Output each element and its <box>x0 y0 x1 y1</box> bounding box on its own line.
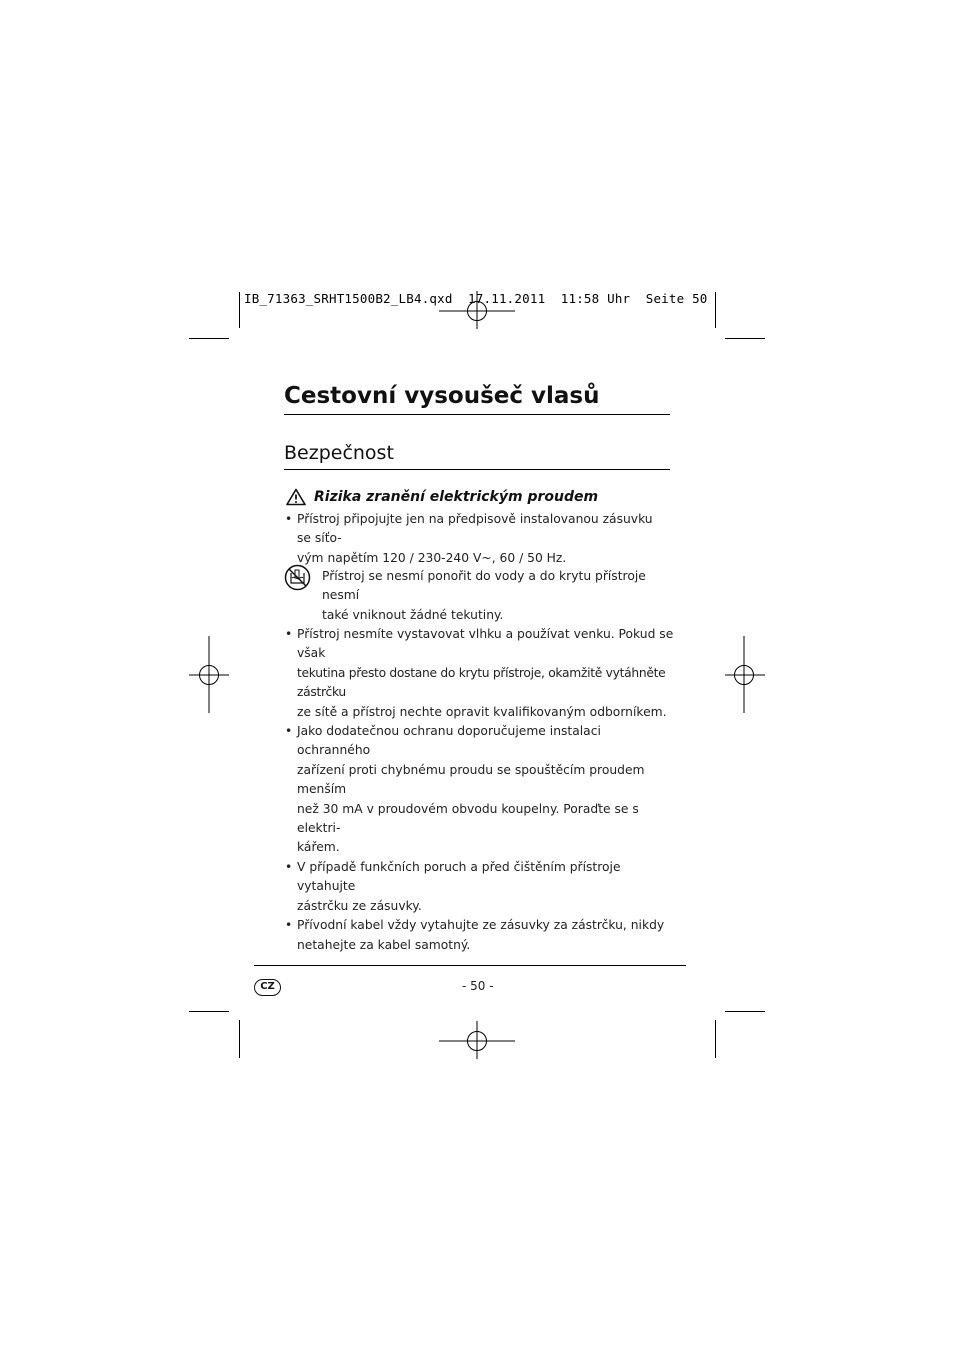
crop-mark <box>715 292 716 328</box>
list-item-text: Přístroj připojujte jen na předpisově instalovanou zásuvku se síťo- <box>297 512 653 546</box>
list-item-text: ze sítě a přístroj nechte opravit kvalifikovaným odborníkem. <box>297 704 667 719</box>
list-item <box>284 722 674 858</box>
crop-mark <box>189 338 229 339</box>
list-item-text: Jako dodatečnou ochranu doporučujeme instalaci ochranného <box>297 724 601 758</box>
bullet-marker: • <box>285 512 293 526</box>
list-item-text: Přívodní kabel vždy vytahujte ze zásuvky za zástrčku, nikdy <box>297 918 665 933</box>
bullet-marker: • <box>285 859 293 874</box>
list-item <box>284 858 674 916</box>
list-item-text: netahejte za kabel samotný. <box>297 937 471 952</box>
crop-mark <box>189 1011 229 1012</box>
bullet-marker: • <box>285 627 293 641</box>
page-number: - 50 - <box>462 979 494 993</box>
footer-rule <box>254 965 686 966</box>
safety-list-bottom <box>284 625 674 955</box>
bullet-marker: • <box>285 918 293 933</box>
section-heading: Bezpečnost <box>284 442 394 464</box>
title-rule <box>284 414 670 415</box>
page-title: Cestovní vysoušeč vlasů <box>284 383 600 409</box>
bullet-marker: • <box>285 724 293 739</box>
list-item-text: kářem. <box>297 840 340 855</box>
crop-mark <box>239 1020 240 1058</box>
list-item <box>284 510 664 568</box>
registration-mark-icon <box>723 636 765 714</box>
list-item-text: tekutina přesto dostane do krytu přístroje, okamžitě vytáhněte zástrčku <box>297 665 666 700</box>
list-item-text: zařízení proti chybnému proudu se spouštěcím proudem menším <box>297 762 645 797</box>
note-text <box>322 567 662 625</box>
list-item-text: zástrčku ze zásuvky. <box>297 898 422 913</box>
crop-mark <box>715 1020 716 1058</box>
print-slug: IB_71363_SRHT1500B2_LB4.qxd 17.11.2011 11:58 Uhr Seite 50 <box>244 291 708 306</box>
section-rule <box>284 469 670 470</box>
safety-list-top <box>284 510 664 568</box>
crop-mark <box>725 1011 765 1012</box>
list-item <box>284 916 674 955</box>
warning-triangle-icon <box>286 488 306 506</box>
crop-mark <box>725 338 765 339</box>
no-water-immersion-icon <box>284 564 311 591</box>
list-item-text: než 30 mA v proudovém obvodu koupelny. Poraďte se s elektri- <box>297 801 639 836</box>
language-badge: CZ <box>254 979 281 996</box>
list-item <box>284 625 674 722</box>
registration-mark-icon <box>437 1021 517 1061</box>
note-line: Přístroj se nesmí ponořit do vody a do krytu přístroje nesmí <box>322 569 646 603</box>
registration-mark-icon <box>189 636 231 714</box>
list-item-text: vým napětím 120 / 230-240 V~, 60 / 50 Hz. <box>297 550 567 565</box>
list-item-text: V případě funkčních poruch a před čištěním přístroje vytahujte <box>297 859 621 894</box>
warning-heading: Rizika zranění elektrickým proudem <box>314 489 599 505</box>
list-item-text: Přístroj nesmíte vystavovat vlhku a používat venku. Pokud se však <box>297 627 674 661</box>
crop-mark <box>239 292 240 328</box>
note-line: také vniknout žádné tekutiny. <box>322 607 504 622</box>
